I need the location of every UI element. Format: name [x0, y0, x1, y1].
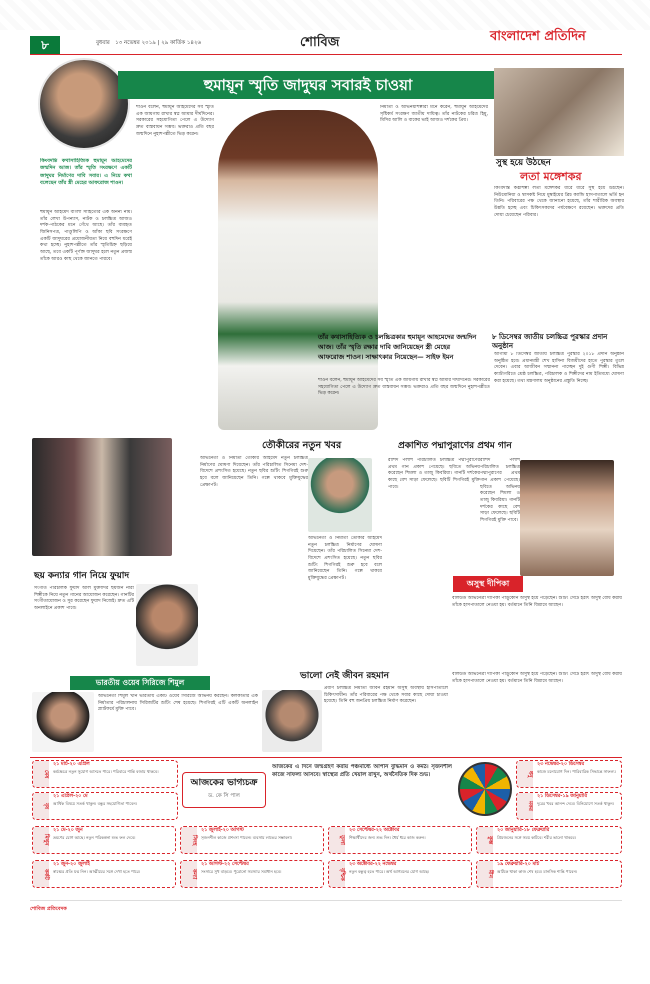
horoscope-title: আজকের ভাগ্যচক্র	[190, 778, 258, 788]
sign-virgo	[180, 860, 324, 888]
sign-gemini	[32, 826, 176, 854]
sign-sagittarius	[516, 760, 622, 788]
sign-name: মকর	[517, 793, 533, 819]
sign-date: ২৩ অক্টোবর-২২ নভেম্বর	[349, 862, 397, 867]
sign-date: ২১ মার্চ-২০ এপ্রিল	[53, 762, 90, 767]
sign-name: কর্কট	[33, 861, 49, 887]
toukir-body-2: অভিনেতা ও নির্মাতা তৌকীর আহমেদ নতুন চলচ্চিত্র নির্মাণের ঘোষণা দিয়েছেন। তাঁর পরিচালিত সিনেমা দেশ-বিদেশে প্রশংসিত হয়েছে। নতুন ছবির শুটিং শিগগিরই শুরু হবে বলে জানিয়েছেন তিনি। গল্পে থাকবে মুক্তিযুদ্ধের প্রেক্ষাপট।	[308, 536, 382, 581]
sign-text: নতুন বন্ধুত্ব হতে পারে। অর্থ আগমনের যোগ আছে।	[349, 869, 430, 874]
shimul-body: অভিনেতা শিমুল খান ভারতীয় একটি ওয়েব সিরিজে অভিনয় করছেন। কলকাতার এক নির্মাতার পরিচালনায় সিরিজটির শুটিং শেষ হয়েছে। শিগগিরই এটি একটি অনলাইন প্ল্যাটফর্মে মুক্তি পাবে।	[98, 694, 258, 713]
sign-date: ২১ মে-২০ জুন	[53, 828, 83, 833]
sign-text: কাজে মনোযোগ দিন। পারিবারিক সিদ্ধান্তে সাফল্য।	[537, 769, 616, 774]
section-title: শোবিজ	[300, 35, 340, 50]
jibon-photo	[262, 690, 322, 752]
deepika-body-2: বলিউড অভিনেত্রী দীপিকা পাড়ুকোন অসুস্থ হয়ে পড়েছেন। শুটিং সেটে হঠাৎ অসুস্থ বোধ করায় তাঁকে হাসপাতালে নেওয়া হয়। বর্তমানে তিনি বিশ্রামে আছেন।	[452, 672, 622, 684]
sign-name: ধনু	[517, 761, 533, 787]
sign-text: শিক্ষার্থীদের জন্য শুভ দিন। ধৈর্য ধরে কাজ করুন।	[349, 835, 426, 840]
date: ১৩ নভেম্বর ২০১৯ | ২৯ কার্তিক ১৪২৬	[115, 40, 202, 46]
weekday: বুধবার	[96, 40, 110, 46]
header-pattern	[0, 0, 650, 30]
deepika-tag: অসুস্থ দীপিকা	[453, 576, 523, 592]
sign-text: স্বাস্থ্যের প্রতি যত্ন নিন। আত্মীয়ের সঙ্গে দেখা হতে পারে।	[53, 869, 141, 874]
sign-name: মীন	[477, 861, 493, 887]
lata-body: কিংবদন্তি কণ্ঠশিল্পী লতা মঙ্গেশকর ধীরে ধীরে সুস্থ হয়ে উঠছেন। নিউমোনিয়া ও শ্বাসকষ্ট নিয়ে মুম্বাইয়ের ব্রিচ ক্যান্ডি হাসপাতালে ভর্তি হন তিনি। পরিবারের পক্ষ থেকে জানানো হয়েছে, তাঁর শারীরিক অবস্থার উন্নতি হচ্ছে এবং চিকিৎসকদের পর্যবেক্ষণে রয়েছেন। ভক্তদের প্রতি দোয়া চেয়েছেন পরিবার।	[494, 186, 624, 218]
sign-date: ২১ জুন-২০ জুলাই	[53, 862, 90, 867]
page-number: ৮	[30, 36, 60, 54]
fuad-group-photo	[32, 438, 172, 556]
toukir-photo	[308, 458, 372, 532]
shimul-title: ভারতীয় ওয়েব সিরিজে শিমুল	[70, 676, 210, 690]
padma-body-2: রাশিদ পলাশ পরিচালিত চলচ্চিত্র পদ্মাপুরাণের প্রথম গান প্রকাশ পেয়েছে। ছবিতে অভিনয় করেছেন শিমলা ও তাজু কিবরিয়া। গানটি দর্শকের কাছে বেশ সাড়া ফেলেছে। ছবিটি শিগগিরই মুক্তি পাবে।	[480, 458, 520, 523]
sign-capricorn	[516, 792, 622, 820]
horoscope-intro: আজকের এ দিনে জন্মগ্রহণ করায় পঞ্চমাধ্যে আপনি বুদ্ধিমান ও কর্মঠ। সৃজনশীল কাজে সাফল্য আসবে। স্বাস্থ্যের প্রতি খেয়াল রাখুন, অর্থনৈতিক দিক শুভ।	[272, 764, 452, 778]
sign-aries	[32, 760, 178, 788]
footer-rule	[30, 900, 622, 901]
sign-text: দূরের খবর আনন্দ দেবে। বিনিয়োগে সতর্ক থাকুন।	[537, 801, 615, 806]
sign-text: সৃজনশীল কাজে প্রশংসা পাবেন। ব্যবসায় লাভের সম্ভাবনা।	[201, 835, 293, 840]
sign-text: ভ্রমণের যোগ আছে। নতুন পরিকল্পনা শুভ ফল দেবে।	[53, 835, 136, 840]
lead-body-3: নির্মাতা ও অভিনয়শিল্পীরা মনে করেন, হুমায়ূন আহমেদের সৃষ্টিকর্ম সংরক্ষণ জাতীয় দায়িত্ব। তাঁর নাটকের চরিত্র হিমু, মিসির আলি ও বাকের ভাই আজও দর্শকের প্রিয়।	[380, 105, 488, 124]
newspaper-logo: বাংলাদেশ প্রতিদিন	[490, 29, 586, 44]
sign-date: ২১ এপ্রিল-২০ মে	[53, 794, 88, 799]
sign-date: ২০ জানুয়ারি-১৮ ফেব্রুয়ারি	[497, 828, 550, 833]
deepika-photo	[520, 460, 614, 576]
lead-body-1: হুমায়ূন আহমেদ বাংলা সাহিত্যের এক অনন্য নাম। তাঁর লেখা উপন্যাস, নাটক ও চলচ্চিত্র আজও দর্শক-পাঠকের মনে গেঁথে আছে। তাঁর ব্যবহৃত জিনিসপত্র, পাণ্ডুলিপি ও আঁকা ছবি সংরক্ষণে একটি জাদুঘরের প্রয়োজনীয়তা নিয়ে বহুদিন ধরেই কথা হচ্ছে। নুহাশপল্লীতে তাঁর স্মৃতিচিহ্ন ছড়িয়ে আছে, তবে একটি পূর্ণাঙ্গ জাদুঘর হলে নতুন প্রজন্ম তাঁকে আরও কাছ থেকে জানতে পারবে।	[40, 210, 132, 262]
horoscope-author: ড. কে সি পাল	[208, 793, 240, 800]
sign-name: মিথুন	[33, 827, 49, 853]
lata-title-1: সুস্থ হয়ে উঠছেন	[496, 158, 551, 168]
zodiac-wheel-icon	[458, 762, 512, 816]
sign-date: ১৯ ফেব্রুয়ারি-২০ মার্চ	[497, 862, 540, 867]
sign-date: ২১ আগস্ট-২২ সেপ্টেম্বর	[201, 862, 249, 867]
sign-leo	[180, 826, 324, 854]
sign-taurus	[32, 792, 178, 820]
date-line	[96, 40, 201, 47]
sign-pisces	[476, 860, 622, 888]
sign-name: বৃষ	[33, 793, 49, 819]
sign-name: বৃশ্চিক	[329, 861, 345, 887]
sign-scorpio	[328, 860, 472, 888]
award-body: আগামী ৮ ডিসেম্বর জাতীয় চলচ্চিত্র পুরস্কার ২০১৮ প্রদান অনুষ্ঠান অনুষ্ঠিত হবে। প্রধানমন্ত্রী শেখ হাসিনা বিজয়ীদের হাতে পুরস্কার তুলে দেবেন। এবার আজীবন সম্মাননা পাচ্ছেন দুই গুণী শিল্পী। বিভিন্ন ক্যাটাগরিতে শ্রেষ্ঠ চলচ্চিত্র, পরিচালক ও শিল্পীদের নাম ইতিমধ্যে ঘোষণা করা হয়েছে। তথ্য মন্ত্রণালয় অনুষ্ঠানের প্রস্তুতি নিচ্ছে।	[494, 352, 624, 384]
padma-title: প্রকাশিত পদ্মাপুরাণের প্রথম গান	[398, 441, 512, 451]
jibon-title: ভালো নেই জীবন রহমান	[300, 671, 390, 681]
lata-title-2: লতা মঙ্গেশকর	[520, 170, 582, 183]
sign-text: সংসারে সুখ বাড়বে। পুরোনো সমস্যার সমাধান হবে।	[201, 869, 282, 874]
lata-photo	[494, 68, 624, 156]
sign-name: সিংহ	[181, 827, 197, 853]
sign-date: ২৩ সেপ্টেম্বর-২২ অক্টোবর	[349, 828, 400, 833]
sign-cancer	[32, 860, 176, 888]
sign-name: মেষ	[33, 761, 49, 787]
sign-text: আটকে থাকা কাজ শেষ হবে। মানসিক শান্তি পাবেন।	[497, 869, 578, 874]
sign-libra	[328, 826, 472, 854]
award-title: ৮ ডিসেম্বর জাতীয় চলচ্চিত্র পুরস্কার প্রদান অনুষ্ঠান	[492, 333, 608, 351]
sign-text: প্রিয়জনের সঙ্গে সময় কাটবে। শরীর ভালো থাকবে।	[497, 835, 577, 840]
padma-body: রাশিদ পলাশ পরিচালিত চলচ্চিত্র পদ্মাপুরাণের প্রথম গান প্রকাশ পেয়েছে। ছবিতে অভিনয় করেছেন শিমলা ও তাজু কিবরিয়া। গানটি দর্শকের কাছে বেশ সাড়া ফেলেছে। ছবিটি শিগগিরই মুক্তি পাবে।	[388, 458, 480, 490]
sign-date: ২১ জুলাই-২০ আগস্ট	[201, 828, 244, 833]
lead-body-2: শাওন বলেন, হুমায়ূন আহমেদের সব স্মৃতি এক জায়গায় রাখার স্বপ্ন আমার দীর্ঘদিনের। সরকারের সহযোগিতা পেলে এ উদ্যোগ দ্রুত বাস্তবায়ন সম্ভব। ভক্তরাও প্রতি বছর জন্মদিনে নুহাশপল্লীতে ভিড় করেন।	[136, 105, 214, 137]
shimul-photo	[32, 692, 94, 752]
fuad-photo	[136, 584, 198, 666]
horoscope-rule	[30, 757, 622, 758]
humayun-portrait	[38, 58, 130, 150]
sign-name: তুলা	[329, 827, 345, 853]
sign-name: কন্যা	[181, 861, 197, 887]
credit-line: শোবিজ প্রতিবেদক	[30, 906, 67, 912]
toukir-title: তৌকীরের নতুন খবর	[262, 440, 342, 451]
lead-intro: কিংবদন্তি কথাসাহিত্যিক হুমায়ূন আহমেদের জন্মদিন আজ। তাঁর স্মৃতি সংরক্ষণে একটি জাদুঘর নির্মাণের দাবি সবার। এ নিয়ে কথা বলেছেন তাঁর স্ত্রী মেহের আফরোজ শাওন।	[40, 158, 132, 186]
jibon-body: প্রবীণ চলচ্চিত্র নির্মাতা জীবন রহমান অসুস্থ অবস্থায় হাসপাতালে চিকিৎসাধীন। তাঁর পরিবারের পক্ষ থেকে সবার কাছে দোয়া চাওয়া হয়েছে। তিনি বহু জনপ্রিয় চলচ্চিত্র নির্মাণ করেছেন।	[324, 686, 448, 705]
sign-name: কুম্ভ	[477, 827, 493, 853]
sign-date: ২১ ডিসেম্বর-১৯ জানুয়ারি	[537, 794, 588, 799]
deepika-body: বলিউড অভিনেত্রী দীপিকা পাড়ুকোন অসুস্থ হয়ে পড়েছেন। শুটিং সেটে হঠাৎ অসুস্থ বোধ করায় তাঁকে হাসপাতালে নেওয়া হয়। বর্তমানে তিনি বিশ্রামে আছেন।	[452, 596, 622, 608]
sign-text: কর্মক্ষেত্রে নতুন সুযোগ আসতে পারে। পরিবারে শান্তি বজায় থাকবে।	[53, 769, 159, 774]
sign-text: আর্থিক বিষয়ে সতর্ক থাকুন। বন্ধুর সহযোগিতা পাবেন।	[53, 801, 138, 806]
sign-aquarius	[476, 826, 622, 854]
lead-headline: হুমায়ূন স্মৃতি জাদুঘর সবারই চাওয়া	[118, 71, 498, 99]
header-rule	[30, 54, 622, 55]
lead-body-4: শাওন বলেন, হুমায়ূন আহমেদের সব স্মৃতি এক জায়গায় রাখার স্বপ্ন আমার দীর্ঘদিনের। সরকারের সহযোগিতা পেলে এ উদ্যোগ দ্রুত বাস্তবায়ন সম্ভব। ভক্তরাও প্রতি বছর জন্মদিনে নুহাশপল্লীতে ভিড় করেন।	[318, 378, 490, 397]
toukir-body: অভিনেতা ও নির্মাতা তৌকীর আহমেদ নতুন চলচ্চিত্র নির্মাণের ঘোষণা দিয়েছেন। তাঁর পরিচালিত সিনেমা দেশ-বিদেশে প্রশংসিত হয়েছে। নতুন ছবির শুটিং শিগগিরই শুরু হবে বলে জানিয়েছেন তিনি। গল্পে থাকবে মুক্তিযুদ্ধের প্রেক্ষাপট।	[200, 456, 308, 488]
sign-date: ২৩ নভেম্বর-২০ ডিসেম্বর	[537, 762, 585, 767]
fuad-body: সংগীত পরিচালক ফুয়াদ আল মুক্তাদির ছয়জন নারী শিল্পীকে নিয়ে নতুন গানের আয়োজন করেছেন। গানটির সংগীতায়োজন ও সুর করেছেন ফুয়াদ নিজেই। দ্রুত এটি অনলাইনে প্রকাশ পাবে।	[34, 586, 134, 611]
fuad-title: ছয় কন্যার গান নিয়ে ফুয়াদ	[34, 571, 130, 581]
horoscope-title-box	[182, 772, 266, 808]
lead-quote: তাঁর কথাসাহিত্যিক ও চলচ্চিত্রকার হুমায়ূন আহমেদের জন্মদিন আজ। তাঁর স্মৃতি রক্ষার দাবি জানিয়েছেন স্ত্রী মেহের আফরোজ শাওন। সাক্ষাৎকার নিয়েছেন— সাইফ ইমন	[318, 333, 477, 361]
